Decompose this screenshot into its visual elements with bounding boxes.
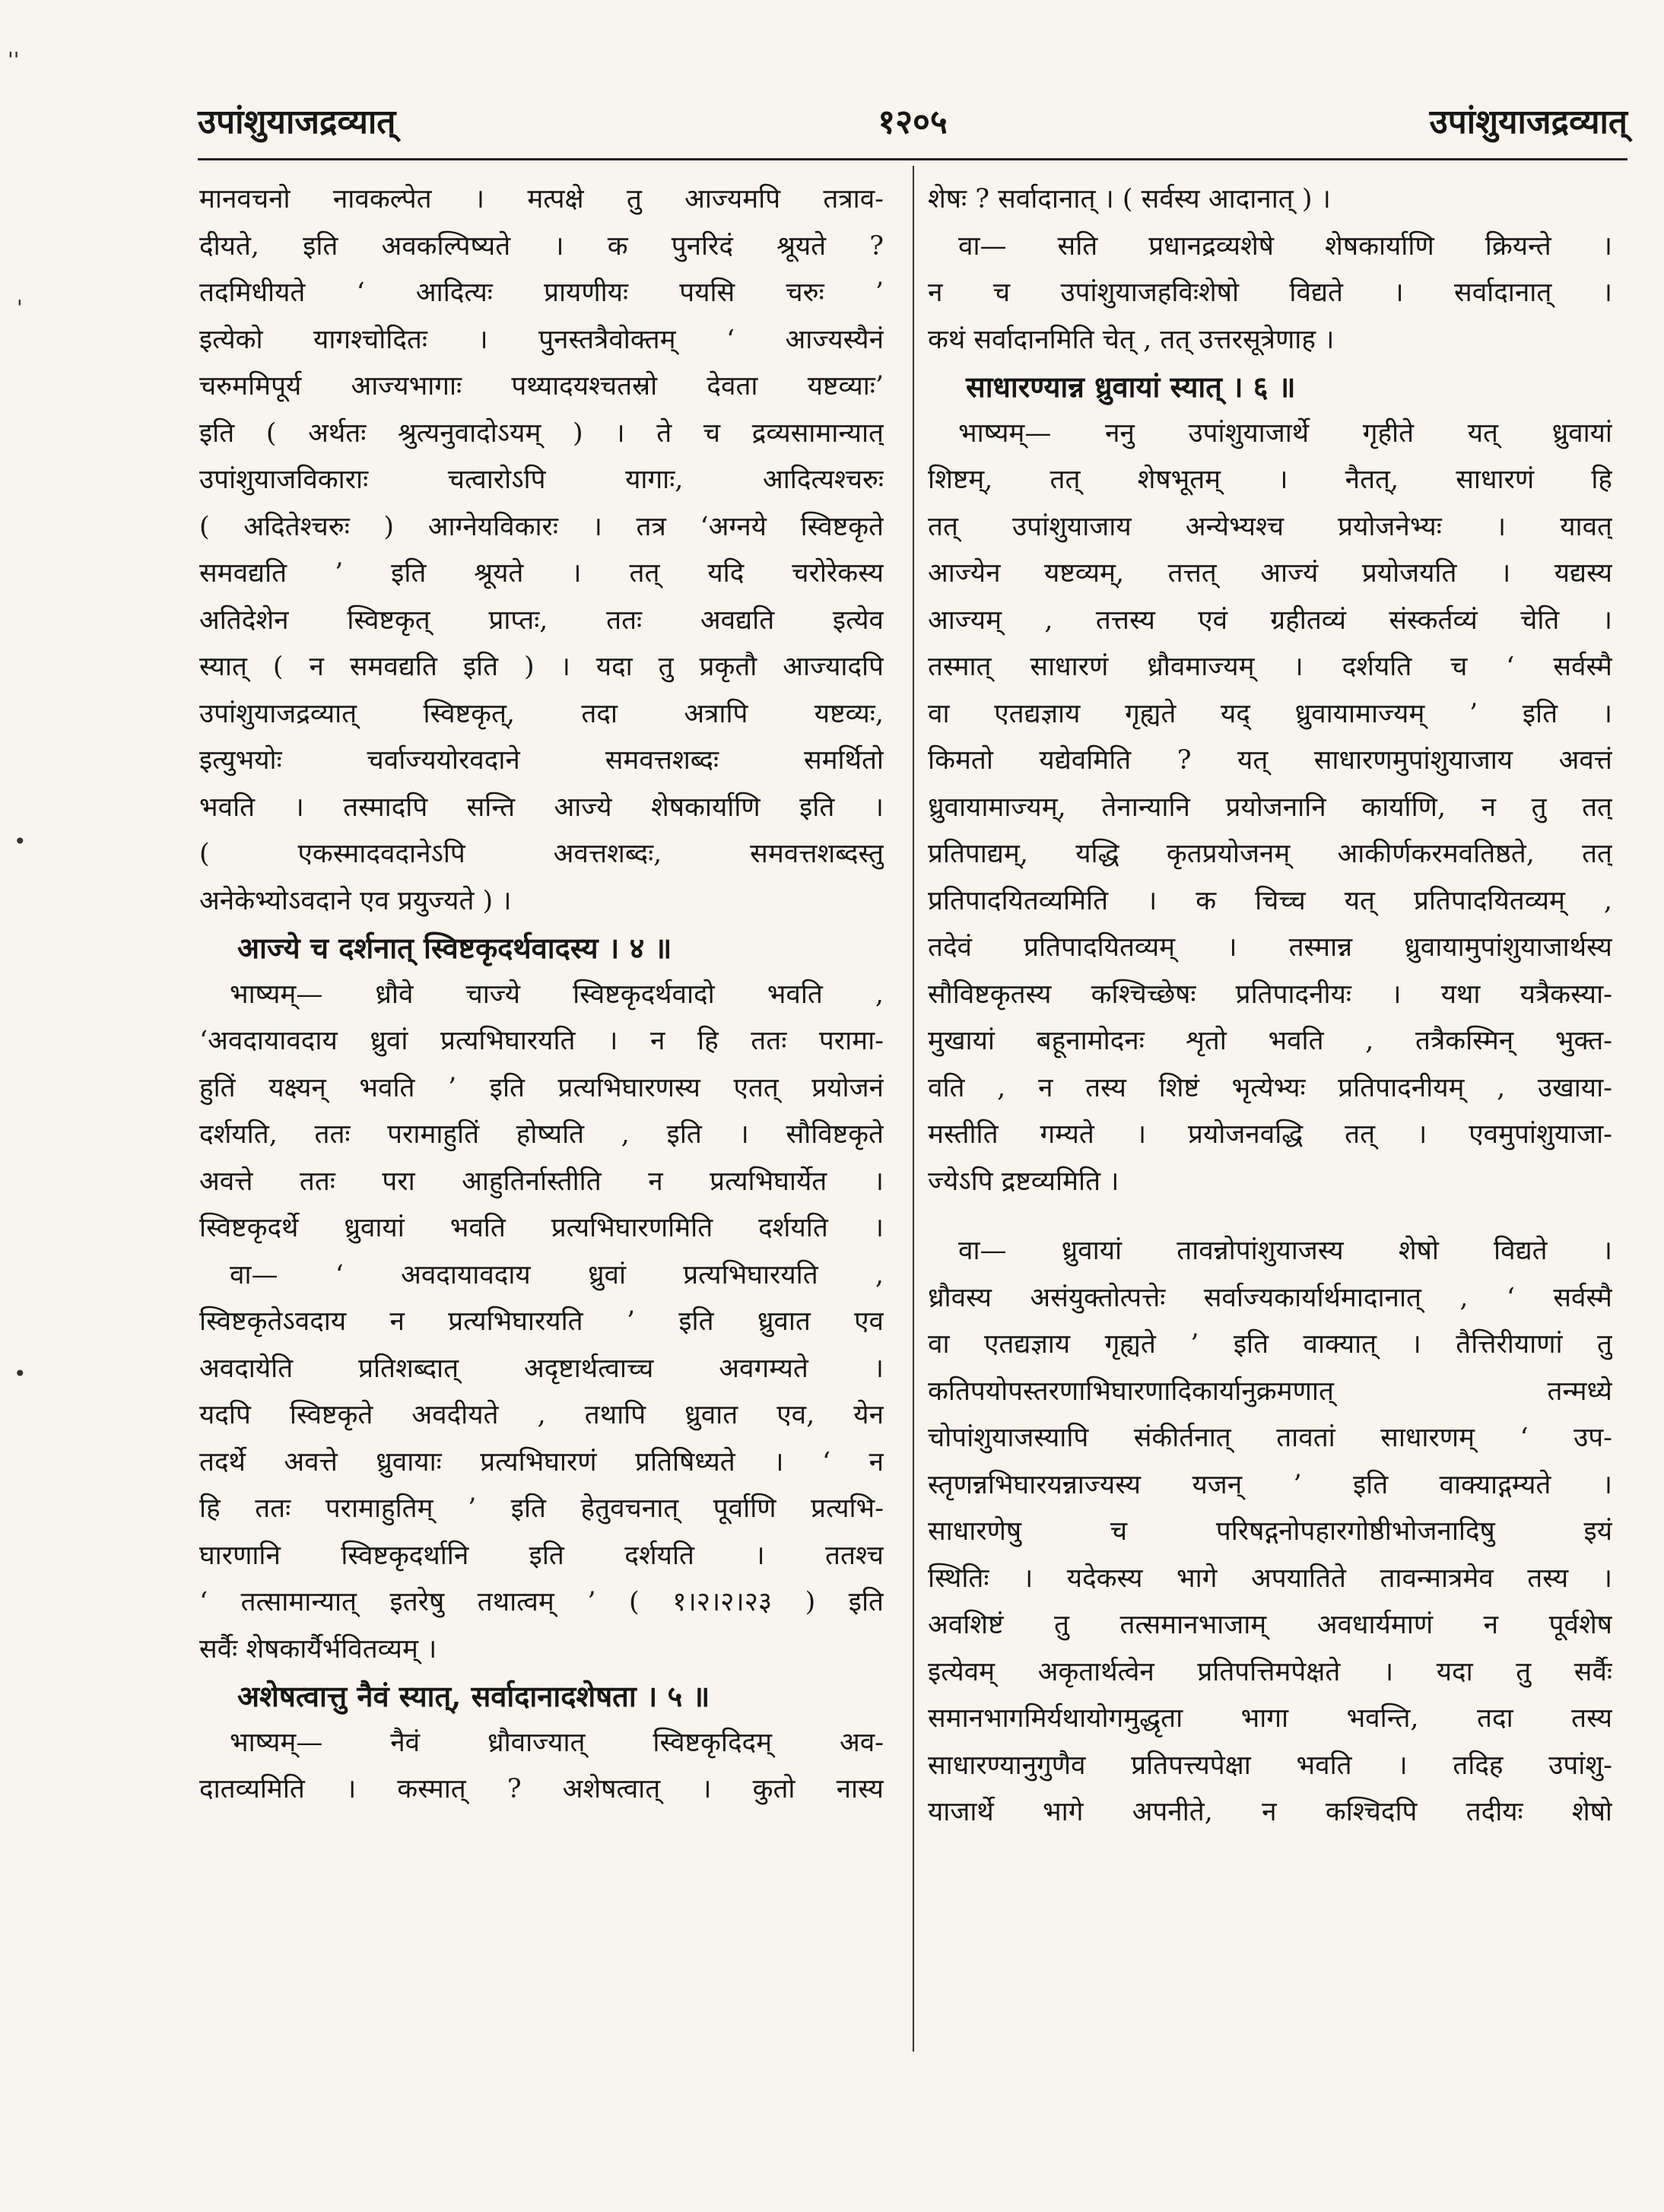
text-line: तस्मात् साधारणं ध्रौवमाज्यम् । दर्शयति च ‘ सर्वस्मै: [928, 652, 1612, 682]
text-line: मानवचनो नावकल्पेत । मत्पक्षे तु आज्यमपि तत्राव-: [199, 184, 884, 214]
left-column: [199, 176, 884, 1814]
text-line: चरुममिपूर्य आज्यभागाः पथ्यादयश्चतस्रो देवता यष्टव्याः’: [199, 371, 884, 401]
text-line: प्रतिपाद्यम्, यद्धि कृतप्रयोजनम् आकीर्णकरमवतिष्ठते, तत्: [928, 839, 1612, 869]
text-line: हुतिं यक्ष्यन् भवति ’ इति प्रत्यभिघारणस्य एतत् प्रयोजनं: [199, 1072, 884, 1103]
text-line: चोपांशुयाजस्यापि संकीर्तनात् तावतां साधारणम् ‘ उप-: [928, 1423, 1612, 1453]
text-line: कतिपयोपस्तरणाभिघारणादिकार्यानुक्रमणात् तन्मध्ये: [928, 1376, 1612, 1407]
text-line: मस्तीति गम्यते । प्रयोजनवद्धि तत् । एवमुपांशुयाजा-: [928, 1119, 1612, 1150]
text-line: इति ( अर्थतः श्रुत्यनुवादोऽयम् ) । ते च द्रव्यसामान्यात्: [199, 417, 884, 449]
text-line: प्रतिपादयितव्यमिति । क चिच्च यत् प्रतिपादयितव्यम् ,: [928, 885, 1612, 916]
running-header: [198, 90, 1627, 160]
text-line: ( अदितेश्चरुः ) आग्नेयविकारः । तत्र ‘अग्नये स्विष्टकृते: [199, 511, 884, 542]
text-line: अवशिष्टं तु तत्समानभाजाम् अवधार्यमाणं न पूर्वशेष: [928, 1610, 1612, 1640]
text-line: अतिदेशेन स्विष्टकृत् प्राप्तः, ततः अवद्यति इत्येव: [199, 605, 884, 636]
text-line: भाष्यम्— नैवं ध्रौवाज्यात् स्विष्टकृदिदम् अव-: [230, 1727, 884, 1758]
text-line: साधारण्यानुगुणैव प्रतिपत्त्यपेक्षा भवति । तदिह उपांशु-: [928, 1750, 1612, 1781]
text-line: इत्युभयोः चर्वाज्ययोरवदाने समवत्तशब्दः समर्थितो: [199, 745, 884, 776]
text-line: ‘ तत्सामान्यात् इतरेषु तथात्वम् ’ ( १।२।२।२३ ) इति: [199, 1587, 884, 1617]
text-line: तदर्थे अवत्ते ध्रुवायाः प्रत्यभिघारणं प्रतिषिध्यते । ‘ न: [199, 1446, 884, 1477]
text-line: शेषः ? सर्वादानात् । ( सर्वस्य आदानात् ) ।: [928, 184, 1331, 214]
text-line: अनेकेभ्योऽवदाने एव प्रयुज्यते ) ।: [199, 885, 512, 916]
text-line: स्विष्टकृतेऽवदाय न प्रत्यभिघारयति ’ इति ध्रुवात एव: [199, 1306, 884, 1337]
text-line: हि ततः परामाहुतिम् ’ इति हेतुवचनात् पूर्वाणि प्रत्यभि-: [199, 1493, 884, 1524]
text-line: तत् उपांशुयाजाय अन्येभ्यश्च प्रयोजनेभ्यः । यावत्: [928, 511, 1612, 542]
text-line: वा एतद्यज्ञाय गृह्यते ’ इति वाक्यात् । तैत्तिरीयाणां तु: [928, 1329, 1612, 1360]
running-title-left: उपांशुयाजद्रव्यात्: [198, 103, 396, 141]
text-line: स्थितिः । यदेकस्य भागे अपयातिते तावन्मात्रमेव तस्य ।: [928, 1563, 1612, 1594]
text-line: साधारणेषु च परिषद्गनोपहारगोष्ठीभोजनादिषु इयं: [928, 1516, 1612, 1547]
text-line: घारणानि स्विष्टकृदर्थानि इति दर्शयति । ततश्च: [199, 1540, 884, 1571]
text-line: मुखायां बहूनामोदनः शृतो भवति , तत्रैकस्मिन् भुक्त-: [928, 1026, 1612, 1056]
text-line: इत्येको यागश्चोदितः । पुनस्तत्रैवोक्तम् ‘ आज्यस्यैनं: [199, 324, 884, 355]
text-line: दातव्यमिति । कस्मात् ? अशेषत्वात् । कुतो नास्य: [199, 1774, 884, 1804]
text-line: स्विष्टकृदर्थे ध्रुवायां भवति प्रत्यभिघारणमिति दर्शयति ।: [199, 1213, 884, 1243]
text-line: सर्वैः शेषकार्यैर्भवितव्यम् ।: [199, 1633, 437, 1665]
sutra-heading: साधारण्यान्न ध्रुवायां स्यात् । ६ ॥: [966, 370, 1296, 404]
text-line: दर्शयति, ततः परामाहुतिं होष्यति , इति । सौविष्टकृते: [199, 1119, 884, 1150]
margin-mark: ': [17, 295, 23, 320]
text-line: भाष्यम्— ध्रौवे चाज्ये स्विष्टकृदर्थवादो भवति ,: [230, 979, 884, 1010]
text-line: उपांशुयाजद्रव्यात् स्विष्टकृत्, तदा अत्रापि यष्टव्यः,: [199, 698, 884, 729]
running-title-right: उपांशुयाजद्रव्यात्: [1429, 103, 1627, 141]
text-line: ज्येऽपि द्रष्टव्यमिति ।: [928, 1166, 1119, 1197]
text-line: किमतो यद्येवमिति ? यत् साधारणमुपांशुयाजाय अवत्तं: [928, 745, 1612, 776]
text-line: स्यात् ( न समवद्यति इति ) । यदा तु प्रकृतौ आज्यादपि: [199, 652, 884, 682]
text-line: इत्येवम् अकृतार्थत्वेन प्रतिपत्तिमपेक्षते । यदा तु सर्वैः: [928, 1656, 1612, 1687]
text-line: वा एतद्यज्ञाय गृह्यते यद् ध्रुवायामाज्यम् ’ इति ।: [928, 698, 1612, 729]
text-line: वा— सति प्रधानद्रव्यशेषे शेषकार्याणि क्रियन्ते ।: [958, 230, 1612, 262]
right-column: [928, 176, 1612, 1836]
text-line: यदपि स्विष्टकृते अवदीयते , तथापि ध्रुवात एव, येन: [199, 1400, 884, 1430]
text-line: ध्रुवायामाज्यम्, तेनान्यानि प्रयोजनानि कार्याणि, न तु तत्: [928, 792, 1612, 823]
text-line: ‘अवदायावदाय ध्रुवां प्रत्यभिघारयति । न हि ततः परामा-: [199, 1026, 884, 1056]
text-line: वति , न तस्य शिष्टं भृत्येभ्यः प्रतिपादनीयम् , उखाया-: [928, 1072, 1612, 1103]
text-line: ( एकस्मादवदानेऽपि अवत्तशब्दः, समवत्तशब्दस्तु: [199, 839, 884, 869]
text-line: स्तृणन्नभिघारयन्नाज्यस्य यजन् ’ इति वाक्याद्गम्यते ।: [928, 1469, 1612, 1500]
text-line: ध्रौवस्य असंयुक्तोत्पत्तेः सर्वाज्यकार्यार्थमादानात् , ‘ सर्वस्मै: [928, 1282, 1612, 1313]
text-line: समानभागमिर्यथायोगमुद्धृता भागा भवन्ति, तदा तस्य: [928, 1703, 1612, 1734]
page-number: १२०५: [878, 103, 948, 141]
text-line: भाष्यम्— ननु उपांशुयाजार्थे गृहीते यत् ध्रुवायां: [958, 417, 1612, 449]
text-line: वा— ‘ अवदायावदाय ध्रुवां प्रत्यभिघारयति ,: [230, 1259, 884, 1290]
text-line: दीयते, इति अवकल्पिष्यते । क पुनरिदं श्रूयते ?: [199, 230, 884, 262]
margin-mark: '': [8, 47, 20, 72]
text-line: तदेवं प्रतिपादयितव्यम् । तस्मान्न ध्रुवायामुपांशुयाजार्थस्य: [928, 932, 1612, 963]
paragraph-gap: [928, 1205, 1612, 1228]
text-line: तदमिधीयते ‘ आदित्यः प्रायणीयः पयसि चरुः ’: [199, 278, 884, 308]
column-divider: [913, 166, 914, 2052]
text-line: आज्येन यष्टव्यम्, तत्तत् आज्यं प्रयोजयति । यद्यस्य: [928, 558, 1612, 589]
margin-mark: •: [14, 829, 27, 854]
text-line: याजार्थे भागे अपनीते, न कश्चिदपि तदीयः शेषो: [928, 1797, 1612, 1827]
text-line: सौविष्टकृतस्य कश्चिच्छेषः प्रतिपादनीयः । यथा यत्रैकस्या-: [928, 979, 1612, 1010]
text-line: वा— ध्रुवायां तावन्नोपांशुयाजस्य शेषो विद्यते ।: [958, 1236, 1612, 1266]
text-line: अवदायेति प्रतिशब्दात् अदृष्टार्थत्वाच्च अवगम्यते ।: [199, 1353, 884, 1384]
text-line: कथं सर्वादानमिति चेत् , तत् उत्तरसूत्रेणाह ।: [928, 324, 1335, 355]
text-line: समवद्यति ’ इति श्रूयते । तत् यदि चरोरेकस्य: [199, 558, 884, 589]
text-line: शिष्टम्, तत् शेषभूतम् । नैतत्, साधारणं हि: [928, 465, 1612, 495]
text-line: भवति । तस्मादपि सन्ति आज्ये शेषकार्याणि इति ।: [199, 792, 884, 823]
text-line: अवत्ते ततः परा आहुतिर्नास्तीति न प्रत्यभिघार्येत ।: [199, 1166, 884, 1197]
sutra-heading: आज्ये च दर्शनात् स्विष्टकृदर्थवादस्य । ४ ॥: [237, 931, 672, 965]
text-line: आज्यम् , तत्तस्य एवं ग्रहीतव्यं संस्कर्तव्यं चेति ।: [928, 605, 1612, 636]
text-line: न च उपांशुयाजहविःशेषो विद्यते । सर्वादानात् ।: [928, 278, 1612, 308]
text-line: उपांशुयाजविकाराः चत्वारोऽपि यागाः, आदित्यश्चरुः: [199, 465, 884, 495]
sutra-heading: अशेषत्वात्तु नैवं स्यात्, सर्वादानादशेषता । ५ ॥: [237, 1679, 710, 1713]
margin-mark: •: [14, 1361, 27, 1386]
